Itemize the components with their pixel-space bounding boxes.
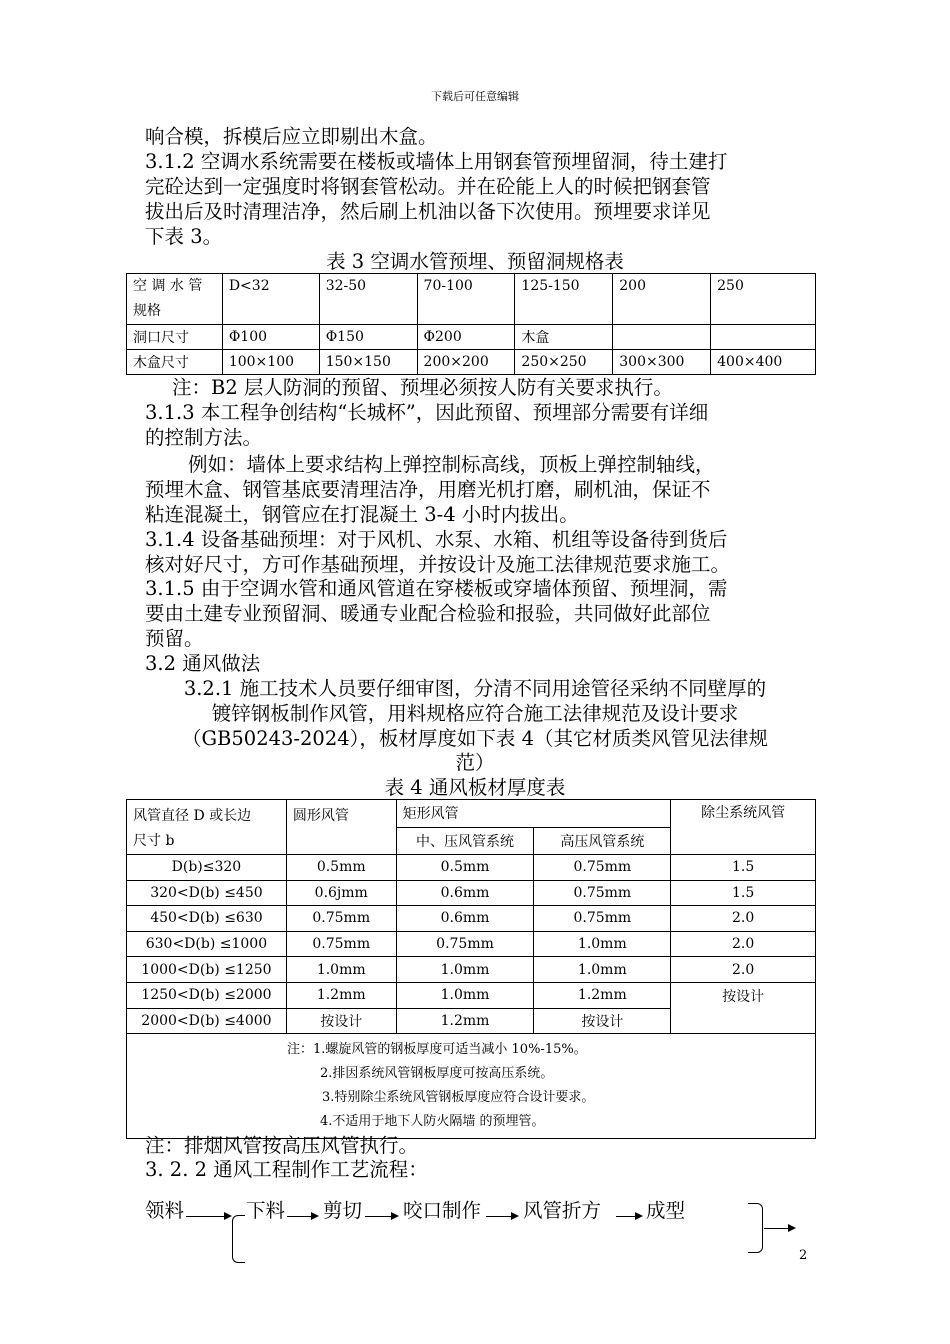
arrow-right-icon <box>186 1216 230 1217</box>
table-cell: 300×300 <box>613 350 711 375</box>
section-heading: 3. 2. 2 通风工程制作工艺流程： <box>145 1158 428 1181</box>
flow-merge-bracket <box>748 1203 763 1253</box>
table-notes-row <box>127 1034 816 1139</box>
arrow-right-icon <box>287 1216 317 1217</box>
paragraph-line: 镀锌钢板制作风管，用料规格应符合施工法律规范及设计要求 <box>211 702 739 725</box>
table3-caption: 表 3 空调水管预埋、预留洞规格表 <box>326 250 624 273</box>
table-row <box>127 350 816 375</box>
table-row <box>127 880 816 906</box>
paragraph-line: 注：排烟风管按高压风管执行。 <box>145 1134 419 1157</box>
table-header-cell: 风管直径 D 或长边 尺寸 b <box>127 800 287 855</box>
table-cell: 320<D(b) ≤450 <box>127 880 287 906</box>
paragraph-line: 3.1.5 由于空调水管和通风管道在穿楼板或穿墙体预留、预埋洞，需 <box>145 577 728 600</box>
table-cell: 0.6mm <box>396 880 534 906</box>
table4 <box>126 799 816 1139</box>
table-cell: 空 调 水 管 规格 <box>127 274 223 325</box>
table-cell: 32-50 <box>319 274 417 325</box>
table-cell: 1.0mm <box>534 931 671 957</box>
table-note: 注：1.螺旋风管的钢板厚度可适当减小 10%-15%。 <box>287 1042 587 1058</box>
table-cell: Φ150 <box>319 325 417 350</box>
paragraph-line: 范） <box>455 751 495 774</box>
table-cell: Φ200 <box>417 325 515 350</box>
flow-step: 风管折方 <box>523 1199 602 1222</box>
table-cell: 125-150 <box>515 274 613 325</box>
table-cell: 0.75mm <box>534 855 671 881</box>
table-cell: D(b)≤320 <box>127 855 287 881</box>
table-cell: 0.75mm <box>286 931 396 957</box>
table-cell: 按设计 <box>534 1008 671 1034</box>
table-cell: 洞口尺寸 <box>127 325 223 350</box>
table-cell: 0.75mm <box>396 931 534 957</box>
table3 <box>126 273 816 375</box>
table-cell: 1.0mm <box>286 957 396 983</box>
table-row <box>127 982 816 1008</box>
table-cell: 木盒 <box>515 325 613 350</box>
table-row <box>127 325 816 350</box>
flow-branch-bracket <box>232 1215 245 1263</box>
table-note: 2.排因系统风管钢板厚度可按高压系统。 <box>320 1066 554 1082</box>
table-cell: 按设计 <box>286 1008 396 1034</box>
table-cell: D<32 <box>222 274 319 325</box>
paragraph-line: 例如：墙体上要求结构上弹控制标高线，顶板上弹控制轴线， <box>188 453 715 476</box>
table-cell: 1.5 <box>671 855 816 881</box>
table-cell: 1.0mm <box>396 982 534 1008</box>
table-cell: 2.0 <box>671 931 816 957</box>
table-row <box>127 855 816 881</box>
paragraph-line: 下表 3。 <box>145 225 223 248</box>
table-row <box>127 957 816 983</box>
paragraph-line: 响合模，拆模后应立即剔出木盒。 <box>145 125 438 148</box>
table-cell: 200×200 <box>417 350 515 375</box>
table-cell: 1.2mm <box>396 1008 534 1034</box>
section-heading: 3.2 通风做法 <box>145 652 261 675</box>
arrow-right-icon <box>486 1216 517 1217</box>
flow-step: 咬口制作 <box>403 1199 482 1222</box>
table-cell: 100×100 <box>222 350 319 375</box>
table-header-cell: 除尘系统风管 <box>671 800 816 855</box>
table-cell: 0.6mm <box>396 906 534 932</box>
table-cell: 450<D(b) ≤630 <box>127 906 287 932</box>
table-header-cell: 中、压风管系统 <box>396 827 534 855</box>
table-notes <box>127 1034 816 1139</box>
paragraph-line: 要由土建专业预留洞、暖通专业配合检验和报验，共同做好此部位 <box>145 602 711 625</box>
paragraph-line: 粘连混凝土，钢管应在打混凝土 3-4 小时内拔出。 <box>145 503 579 526</box>
table-cell: 1.0mm <box>534 957 671 983</box>
table-row <box>127 906 816 932</box>
table-cell: 2000<D(b) ≤4000 <box>127 1008 287 1034</box>
table-cell: 1.0mm <box>396 957 534 983</box>
table-cell: 1250<D(b) ≤2000 <box>127 982 287 1008</box>
paragraph-line: 3.1.2 空调水系统需要在楼板或墙体上用钢套管预埋留洞，待土建打 <box>145 150 728 173</box>
paragraph-line: 拔出后及时清理洁净，然后刷上机油以备下次使用。预埋要求详见 <box>145 200 711 223</box>
flow-step: 剪切 <box>323 1199 363 1222</box>
table-cell: 按设计 <box>671 982 816 1033</box>
table-cell: 2.0 <box>671 906 816 932</box>
table-header-cell: 高压风管系统 <box>534 827 671 855</box>
table-row <box>127 931 816 957</box>
table-cell: 70-100 <box>417 274 515 325</box>
table-cell: 250×250 <box>515 350 613 375</box>
arrow-right-icon <box>616 1216 641 1217</box>
table-cell: 200 <box>613 274 711 325</box>
paragraph-line: 3.1.3 本工程争创结构“长城杯”，因此预留、预埋部分需要有详细 <box>145 401 709 424</box>
paragraph-line: 3.1.4 设备基础预埋：对于风机、水泵、水箱、机组等设备待到货后 <box>145 528 728 551</box>
table-cell: Φ100 <box>222 325 319 350</box>
table-note: 3.特别除尘系统风管钢板厚度应符合设计要求。 <box>322 1090 595 1106</box>
table4-caption: 表 4 通风板材厚度表 <box>384 776 566 799</box>
table-cell: 0.6jmm <box>286 880 396 906</box>
paragraph-line: 注：B2 层人防洞的预留、预埋必须按人防有关要求执行。 <box>172 376 673 399</box>
flow-step: 下料 <box>246 1199 286 1222</box>
paragraph-line: （GB50243-2024），板材厚度如下表 4（其它材质类风管见法律规 <box>181 727 768 750</box>
table-cell: 1.2mm <box>286 982 396 1008</box>
page-header: 下载后可任意编辑 <box>431 90 519 103</box>
paragraph-line: 完砼达到一定强度时将钢套管松动。并在砼能上人的时候把钢套管 <box>145 175 711 198</box>
table-cell: 木盒尺寸 <box>127 350 223 375</box>
table-cell: 1.2mm <box>534 982 671 1008</box>
table-header-cell: 圆形风管 <box>286 800 396 855</box>
table-cell: 0.75mm <box>534 880 671 906</box>
arrow-right-icon <box>764 1228 794 1229</box>
table-cell: 0.75mm <box>534 906 671 932</box>
page-number: 2 <box>799 1248 808 1263</box>
table-cell: 630<D(b) ≤1000 <box>127 931 287 957</box>
flow-step: 领料 <box>145 1199 185 1222</box>
paragraph-line: 的控制方法。 <box>145 426 263 449</box>
table-cell: 0.5mm <box>396 855 534 881</box>
table-cell: 2.0 <box>671 957 816 983</box>
paragraph-line: 预留。 <box>145 627 204 650</box>
table-cell: 1000<D(b) ≤1250 <box>127 957 287 983</box>
table-cell: 0.5mm <box>286 855 396 881</box>
table-row <box>127 274 816 325</box>
paragraph-line: 核对好尺寸，方可作基础预埋，并按设计及施工法律规范要求施工。 <box>145 553 731 576</box>
table-cell <box>711 325 816 350</box>
paragraph-line: 预埋木盒、钢管基底要清理洁净，用磨光机打磨，刷机油，保证不 <box>145 478 711 501</box>
table-cell <box>613 325 711 350</box>
table-cell: 1.5 <box>671 880 816 906</box>
table-note: 4.不适用于地下人防火隔墙 的预埋管。 <box>320 1114 545 1130</box>
table-header-cell: 矩形风管 <box>396 800 671 828</box>
paragraph-line: 3.2.1 施工技术人员要仔细审图，分清不同用途管径采纳不同壁厚的 <box>183 677 767 700</box>
table-cell: 150×150 <box>319 350 417 375</box>
arrow-right-icon <box>365 1216 397 1217</box>
table-cell: 0.75mm <box>286 906 396 932</box>
table-cell: 400×400 <box>711 350 816 375</box>
table-header-row <box>127 800 816 828</box>
flow-step: 成型 <box>646 1199 686 1222</box>
table-cell: 250 <box>711 274 816 325</box>
